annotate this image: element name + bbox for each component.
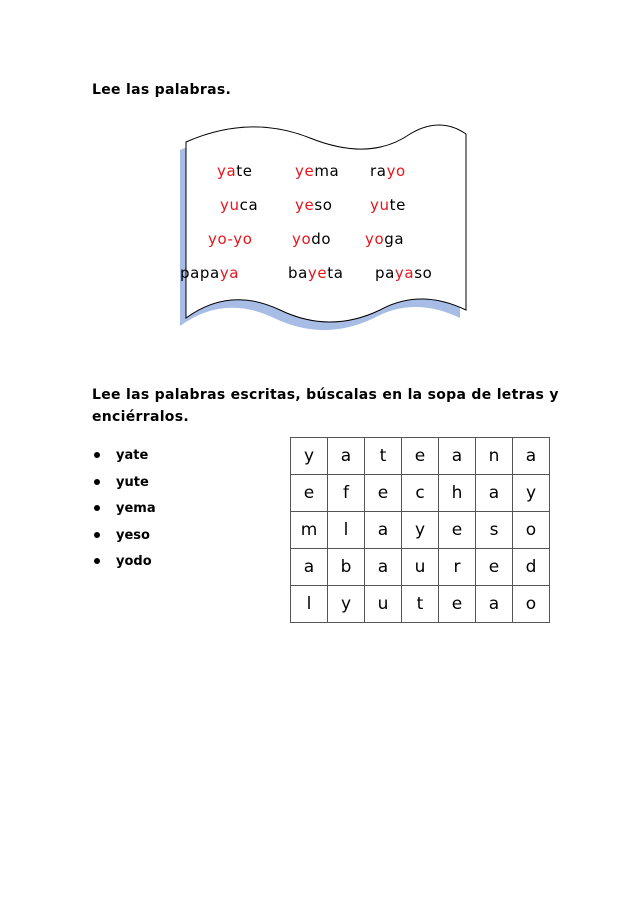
- syllable: pa: [375, 264, 395, 282]
- syllable: ga: [384, 230, 405, 248]
- grid-cell[interactable]: e: [402, 438, 439, 475]
- banner-word: [208, 230, 253, 248]
- grid-cell[interactable]: f: [328, 475, 365, 512]
- grid-cell[interactable]: u: [402, 549, 439, 586]
- grid-cell[interactable]: y: [402, 512, 439, 549]
- grid-cell[interactable]: a: [439, 438, 476, 475]
- syllable: so: [414, 264, 433, 282]
- grid-cell[interactable]: r: [439, 549, 476, 586]
- highlighted-syllable: yo: [365, 230, 385, 248]
- banner-word: [370, 162, 406, 180]
- grid-cell[interactable]: a: [365, 512, 402, 549]
- grid-row: [291, 438, 550, 475]
- grid-cell[interactable]: e: [439, 586, 476, 623]
- highlighted-syllable: yo: [386, 162, 406, 180]
- highlighted-syllable: ya: [217, 162, 237, 180]
- grid-cell[interactable]: t: [365, 438, 402, 475]
- highlighted-syllable: yu: [370, 196, 390, 214]
- grid-row: [291, 586, 550, 623]
- grid-cell[interactable]: a: [291, 549, 328, 586]
- syllable: ca: [239, 196, 259, 214]
- bullet-icon: [94, 532, 100, 538]
- syllable: te: [389, 196, 406, 214]
- grid-cell[interactable]: y: [291, 438, 328, 475]
- highlighted-syllable: ye: [295, 162, 315, 180]
- word-list-label: yate: [116, 448, 149, 463]
- grid-cell[interactable]: d: [513, 549, 550, 586]
- highlighted-syllable: yo: [292, 230, 312, 248]
- syllable: ba: [288, 264, 308, 282]
- word-list-item: [92, 473, 156, 500]
- grid-row: [291, 475, 550, 512]
- highlighted-syllable: ya: [219, 264, 240, 282]
- syllable: ra: [370, 162, 387, 180]
- bullet-icon: [94, 505, 100, 511]
- grid-cell[interactable]: s: [476, 512, 513, 549]
- grid-cell[interactable]: l: [328, 512, 365, 549]
- bullet-icon: [94, 479, 100, 485]
- word-list: [92, 446, 156, 579]
- grid-cell[interactable]: a: [476, 586, 513, 623]
- grid-cell[interactable]: e: [365, 475, 402, 512]
- grid-row: [291, 512, 550, 549]
- banner-word: [217, 162, 253, 180]
- bullet-icon: [94, 452, 100, 458]
- grid-row: [291, 549, 550, 586]
- banner-word: [375, 264, 432, 282]
- word-list-label: yeso: [116, 527, 150, 543]
- highlighted-syllable: ye: [295, 196, 315, 214]
- grid-cell[interactable]: u: [365, 586, 402, 623]
- syllable: ma: [314, 162, 340, 180]
- grid-cell[interactable]: a: [328, 438, 365, 475]
- grid-cell[interactable]: e: [439, 512, 476, 549]
- banner-word: [295, 162, 339, 180]
- syllable: ta: [327, 264, 344, 282]
- wavy-banner-shape: [170, 120, 476, 338]
- grid-cell[interactable]: e: [291, 475, 328, 512]
- syllable: do: [311, 230, 332, 248]
- grid-cell[interactable]: t: [402, 586, 439, 623]
- word-list-label: yodo: [116, 554, 152, 569]
- bullet-icon: [94, 558, 100, 564]
- highlighted-syllable: ya: [394, 264, 415, 282]
- grid-cell[interactable]: l: [291, 586, 328, 623]
- syllable: so: [314, 196, 333, 214]
- banner-word: [288, 264, 344, 282]
- word-list-item: [92, 526, 156, 553]
- instruction-heading-1: Lee las palabras.: [92, 82, 232, 98]
- letter-grid: [290, 437, 550, 623]
- grid-cell[interactable]: n: [476, 438, 513, 475]
- grid-cell[interactable]: y: [328, 586, 365, 623]
- word-list-item: [92, 499, 156, 526]
- word-list-label: yema: [116, 501, 156, 516]
- banner-word: [365, 230, 404, 248]
- banner-word: [180, 264, 239, 282]
- grid-cell[interactable]: b: [328, 549, 365, 586]
- highlighted-syllable: yo-yo: [208, 230, 253, 248]
- grid-cell[interactable]: a: [476, 475, 513, 512]
- word-list-item: [92, 552, 156, 579]
- banner-word: [220, 196, 258, 214]
- grid-cell[interactable]: a: [513, 438, 550, 475]
- syllable: papa: [180, 264, 220, 282]
- grid-cell[interactable]: c: [402, 475, 439, 512]
- grid-cell[interactable]: h: [439, 475, 476, 512]
- instruction-heading-2: Lee las palabras escritas, búscalas en la sopa de letras y enciérralos.: [92, 387, 559, 425]
- grid-cell[interactable]: o: [513, 586, 550, 623]
- syllable: te: [236, 162, 253, 180]
- highlighted-syllable: ye: [307, 264, 328, 282]
- grid-cell[interactable]: e: [476, 549, 513, 586]
- grid-cell[interactable]: m: [291, 512, 328, 549]
- banner-word: [370, 196, 406, 214]
- grid-cell[interactable]: a: [365, 549, 402, 586]
- word-list-label: yute: [116, 474, 149, 490]
- highlighted-syllable: yu: [220, 196, 240, 214]
- grid-cell[interactable]: y: [513, 475, 550, 512]
- banner-word: [292, 230, 331, 248]
- word-banner: [170, 120, 476, 338]
- grid-cell[interactable]: o: [513, 512, 550, 549]
- word-list-item: [92, 446, 156, 473]
- banner-word: [295, 196, 333, 214]
